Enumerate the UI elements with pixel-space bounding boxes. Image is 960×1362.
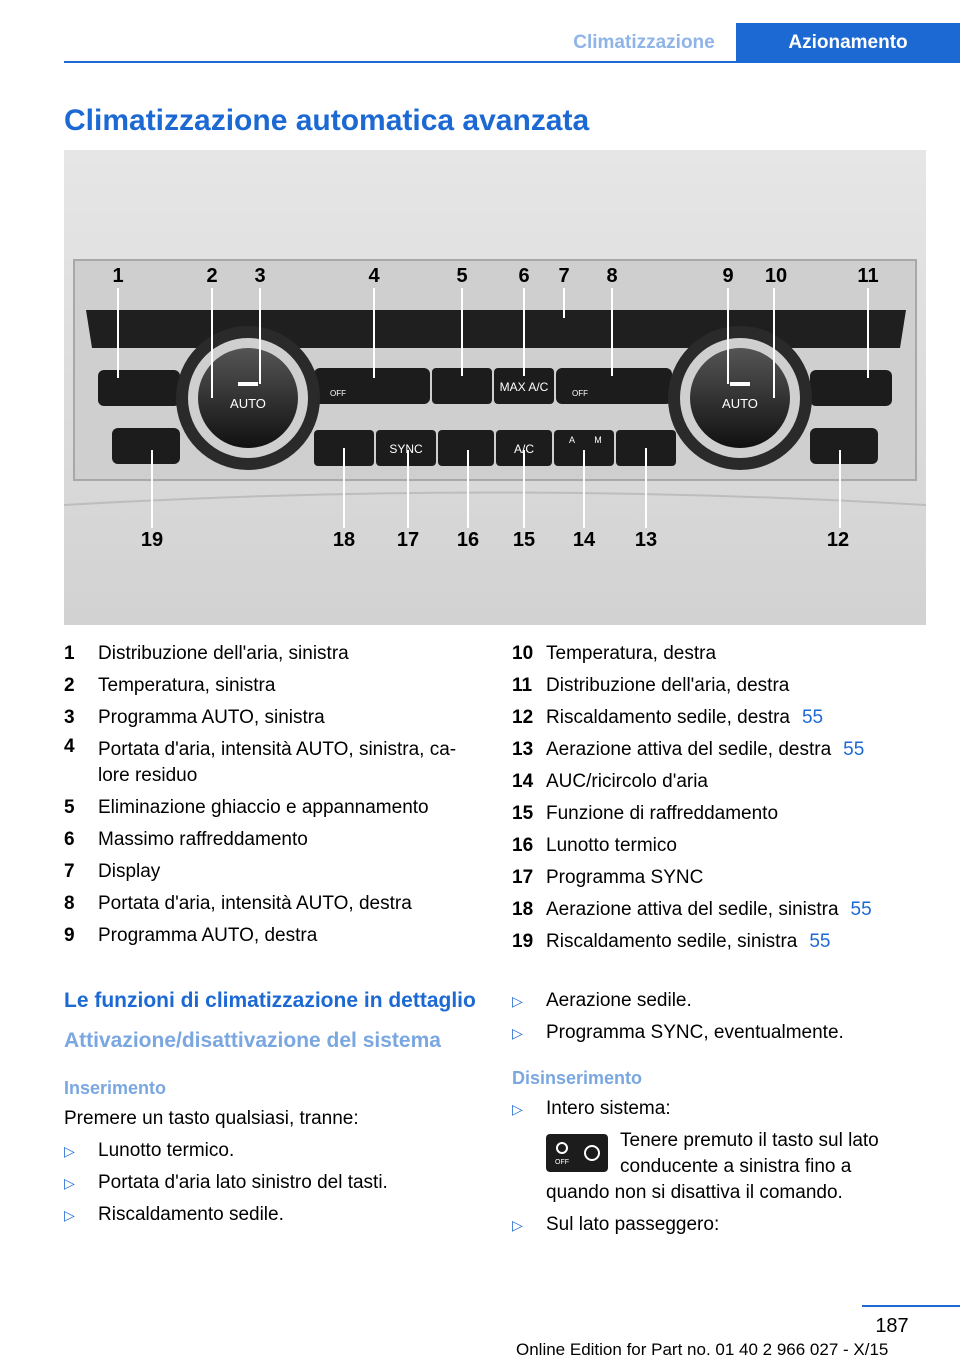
legend-item-8 [64,888,484,920]
legend-text: Massimo raffreddamento [98,829,308,850]
callout-10: 10 [764,265,788,287]
callout-12: 12 [826,529,850,551]
callout-3: 3 [254,265,266,287]
climate-panel-drawing [64,150,926,625]
legend-number: 14 [512,771,534,792]
legend-number: 3 [64,707,75,728]
legend-text: AUC/ricircolo d'aria [546,771,709,792]
legend-text: Lunotto termico [546,835,677,856]
legend-number: 16 [512,835,534,856]
callout-14: 14 [572,529,596,551]
inserimento-bullet-2 [64,1170,484,1196]
callout-9: 9 [722,265,734,287]
bullet-triangle-icon: ▷ [512,1217,523,1233]
legend-item-13 [512,734,932,766]
legend-text: Portata d'aria, intensità AUTO, destra [98,893,412,914]
legend-item-14 [512,766,932,798]
sync-label: SYNC [389,442,423,456]
legend-number: 8 [64,893,75,914]
callout-5: 5 [456,265,468,287]
disinserimento-heading: Disinserimento [512,1068,643,1088]
legend-text: Aerazione attiva del sedile, sinistra [546,899,839,920]
legend-number: 1 [64,643,75,664]
passenger-bullet [512,1212,932,1238]
callout-17: 17 [396,529,420,551]
legend-item-2 [64,670,484,702]
callout-19: 19 [140,529,164,551]
bullet-triangle-icon: ▷ [64,1143,75,1159]
exception-bullet-1 [512,988,932,1014]
bullet-text: Riscaldamento sedile. [98,1204,284,1225]
legend-number: 13 [512,739,534,760]
callout-15: 15 [512,529,536,551]
legend-item-7 [64,856,484,888]
auc-a-label: A [568,435,576,445]
legend-number: 18 [512,899,534,920]
legend-number: 12 [512,707,534,728]
callout-8: 8 [606,265,618,287]
callout-13: 13 [634,529,658,551]
exception-bullet-2 [512,1020,932,1046]
legend-number: 15 [512,803,534,824]
header-rule [64,61,960,63]
page-reference-link[interactable]: 55 [843,739,865,760]
system-text-line-3: quando non si disattiva il comando. [546,1182,843,1203]
bullet-triangle-icon: ▷ [512,1025,523,1041]
legend-text: Temperatura, destra [546,643,717,664]
legend-item-3 [64,702,484,734]
legend-item-18 [512,894,932,926]
callout-11: 11 [857,265,879,287]
page-reference-link[interactable]: 55 [801,707,824,728]
section-heading: Le funzioni di climatizzazione in dettaglio [64,989,476,1012]
system-text-line-1: Tenere premuto il tasto sul lato [620,1130,879,1151]
legend-number: 9 [64,925,75,946]
page-title: Climatizzazione automatica avanzata [64,104,590,137]
callout-18: 18 [332,529,356,551]
legend-item-1 [64,638,484,670]
ac-label: A/C [513,442,535,456]
legend-number: 7 [64,861,75,882]
legend-number: 5 [64,797,75,818]
page-number: 187 [875,1315,909,1337]
legend-text: Aerazione attiva del sedile, destra [546,739,832,760]
legend-text: Display [98,861,161,882]
bullet-triangle-icon: ▷ [512,1101,523,1117]
legend-item-11 [512,670,932,702]
left-section [64,988,484,1228]
legend-item-4 [64,734,484,792]
legend-text: Eliminazione ghiaccio e appannamento [98,797,429,818]
legend-item-17 [512,862,932,894]
legend-number: 17 [512,867,534,888]
legend-text: Funzione di raffreddamento [546,803,779,824]
legend-item-12 [512,702,932,734]
left-fan-off-label: OFF [330,389,346,398]
bullet-text: Programma SYNC, eventualmente. [546,1022,844,1043]
system-instruction [512,1128,932,1180]
legend-item-6 [64,824,484,856]
bullet-text: Lunotto termico. [98,1140,235,1161]
callout-16: 16 [456,529,480,551]
bullet-text: Aerazione sedile. [546,990,692,1011]
legend-number: 11 [512,675,533,696]
knob-left-auto-label: AUTO [230,396,266,411]
bullet-text: Sul lato passeggero: [546,1214,720,1235]
legend-item-15 [512,798,932,830]
system-bullet [512,1096,932,1122]
bullet-text: Portata d'aria lato sinistro del tasti. [98,1172,388,1193]
callout-4: 4 [368,265,380,287]
bullet-triangle-icon: ▷ [64,1207,75,1223]
legend-text: Distribuzione dell'aria, destra [546,675,790,696]
max-ac-label: MAX A/C [499,380,549,394]
legend-text: Programma AUTO, destra [98,925,318,946]
auc-m-label: M [594,435,602,445]
bullet-text: Intero sistema: [546,1098,671,1119]
legend-number: 19 [512,931,534,952]
inserimento-bullet-1 [64,1138,484,1164]
fan-off-button-icon [546,1134,608,1172]
inserimento-intro: Premere un tasto qualsiasi, tranne: [64,1108,359,1129]
header-chapter-tab: Azionamento [736,23,960,63]
legend-right-list [512,638,932,958]
legend-item-10 [512,638,932,670]
callout-6: 6 [518,265,530,287]
bullet-triangle-icon: ▷ [64,1175,75,1191]
right-fan-off-label: OFF [572,389,588,398]
climate-panel-figure [64,150,926,625]
legend-number: 4 [64,736,75,757]
inserimento-heading: Inserimento [64,1078,167,1098]
legend-item-9 [64,920,484,952]
legend-text: Programma AUTO, sinistra [98,707,325,728]
legend-text: Temperatura, sinistra [98,675,276,696]
fan-off-label: OFF [555,1159,569,1166]
legend-item-16 [512,830,932,862]
legend-text: Portata d'aria, intensità AUTO, sinistra, ca‐ lore residuo [98,739,457,786]
legend-text: Riscaldamento sedile, destra [546,707,790,728]
legend-number: 2 [64,675,75,696]
callout-1: 1 [112,265,124,287]
inserimento-bullet-3 [64,1202,484,1228]
knob-right-auto-label: AUTO [722,396,758,411]
callout-2: 2 [206,265,218,287]
legend-text: Riscaldamento sedile, sinistra [546,931,798,952]
footer-rule [862,1305,960,1307]
subsection-heading: Attivazione/disattivazione del sistema [64,1029,441,1052]
legend-left-list [64,638,484,952]
system-text-line-2: conducente a sinistra fino a [620,1156,852,1177]
page-reference-link[interactable]: 55 [809,931,831,952]
callout-7: 7 [558,265,570,287]
legend-item-5 [64,792,484,824]
bullet-triangle-icon: ▷ [512,993,523,1009]
header-section-tab: Climatizzazione [573,32,715,53]
legend-number: 6 [64,829,75,850]
right-section [512,988,932,1238]
legend-text: Programma SYNC [546,867,704,888]
footer-edition: Online Edition for Part no. 01 40 2 966 027 - X/15 [516,1340,889,1359]
legend-item-19 [512,926,932,958]
page-reference-link[interactable]: 55 [850,899,872,920]
legend-text: Distribuzione dell'aria, sinistra [98,643,349,664]
legend-number: 10 [512,643,534,664]
